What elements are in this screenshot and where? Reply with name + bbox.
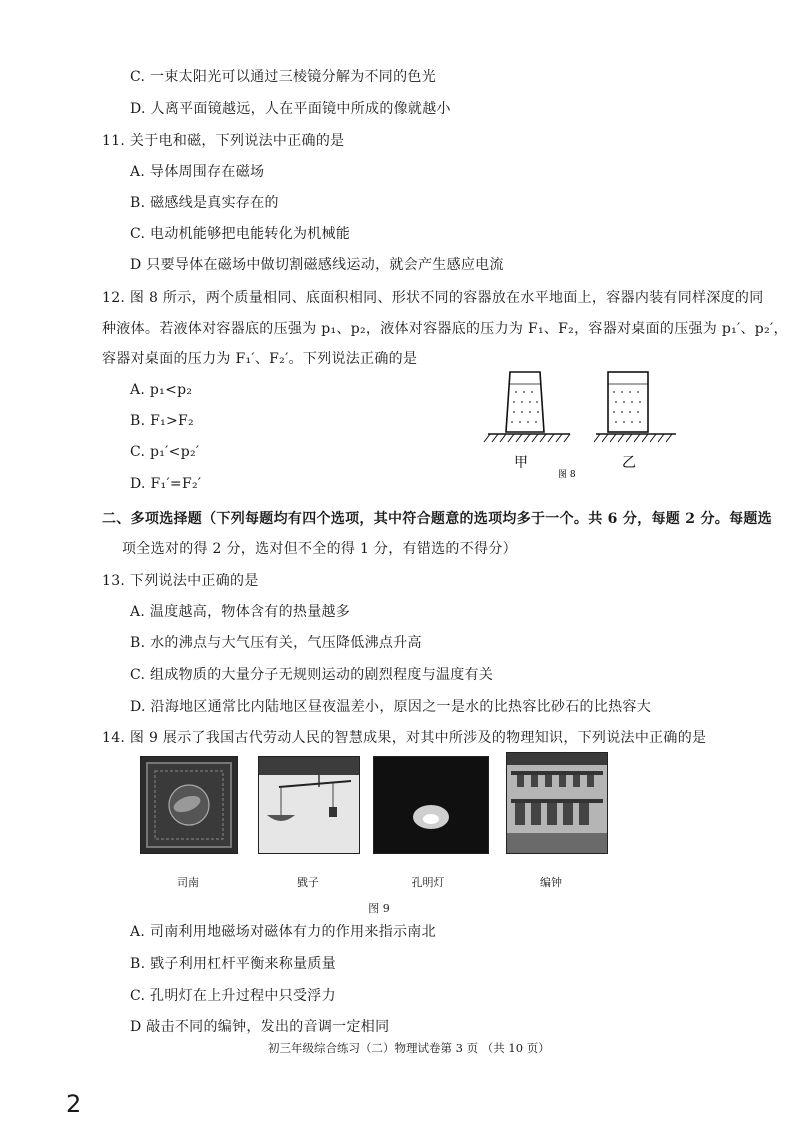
q12-stem-line1: 12. 图 8 所示，两个质量相同、底面积相同、形状不同的容器放在水平地面上，容器内装有同样深度的同	[102, 290, 764, 306]
q12-option-b: B. F₁>F₂	[130, 413, 194, 429]
q11-option-d: D 只要导体在磁场中做切割磁感线运动，就会产生感应电流	[130, 257, 504, 273]
photo-dengzi	[258, 756, 360, 854]
sinan-compass-icon	[141, 757, 237, 853]
page-number: 2	[66, 1090, 82, 1118]
q10-option-c: C. 一束太阳光可以通过三棱镜分解为不同的色光	[130, 69, 437, 85]
container-yi	[608, 372, 648, 432]
fig8-label-yi: 乙	[622, 455, 636, 471]
fig9-caption: 图 9	[368, 902, 390, 915]
dengzi-scale-icon	[259, 757, 359, 853]
fig8-label-jia: 甲	[514, 455, 528, 471]
section-2-heading-line1: 二、多项选择题（下列每题均有四个选项，其中符合题意的选项均多于一个。共 6 分，每题 2 分。每题选	[102, 511, 772, 527]
q14-option-a: A. 司南利用地磁场对磁体有力的作用来指示南北	[130, 924, 436, 940]
q12-stem-line3: 容器对桌面的压力为 F₁′、F₂′。下列说法正确的是	[102, 351, 418, 367]
q13-option-d: D. 沿海地区通常比内陆地区昼夜温差小，原因之一是水的比热容比砂石的比热容大	[130, 699, 652, 715]
q14-option-b: B. 戥子利用杠杆平衡来称量质量	[130, 956, 336, 972]
kongming-lantern-icon	[374, 757, 488, 853]
photo-bianzhong	[506, 752, 608, 854]
q11-option-a: A. 导体周围存在磁场	[130, 164, 265, 180]
bianzhong-bells-icon	[507, 753, 607, 853]
page-footer: 初三年级综合练习（二）物理试卷第 3 页 （共 10 页）	[268, 1041, 550, 1055]
q10-option-d: D. 人离平面镜越远，人在平面镜中所成的像就越小	[130, 101, 451, 117]
q13-option-b: B. 水的沸点与大气压有关，气压降低沸点升高	[130, 635, 422, 651]
container-jia	[506, 372, 544, 432]
q11-stem: 11. 关于电和磁，下列说法中正确的是	[102, 133, 345, 149]
caption-kongming-lantern: 孔明灯	[411, 876, 445, 889]
q14-stem: 14. 图 9 展示了我国古代劳动人民的智慧成果，对其中所涉及的物理知识，下列说法中正确的是	[102, 730, 707, 746]
fig8-caption: 图 8	[558, 470, 576, 480]
photo-kongming-lantern	[373, 756, 489, 854]
q14-option-d: D 敲击不同的编钟，发出的音调一定相同	[130, 1019, 390, 1035]
q12-option-a: A. p₁<p₂	[130, 382, 193, 398]
q12-stem-line2: 种液体。若液体对容器底的压强为 p₁、p₂，液体对容器底的压力为 F₁、F₂，容器对桌面的压强为 p₁′、p₂′，	[102, 321, 788, 337]
q13-stem: 13. 下列说法中正确的是	[102, 573, 259, 589]
q11-option-b: B. 磁感线是真实存在的	[130, 195, 279, 211]
caption-bianzhong: 编钟	[540, 876, 562, 889]
q11-option-c: C. 电动机能够把电能转化为机械能	[130, 226, 351, 242]
section-2-heading-line2: 项全选对的得 2 分，选对但不全的得 1 分，有错选的不得分）	[122, 541, 517, 557]
q12-option-c: C. p₁′<p₂′	[130, 444, 200, 460]
q12-option-d: D. F₁′=F₂′	[130, 476, 202, 492]
q14-option-c: C. 孔明灯在上升过程中只受浮力	[130, 988, 336, 1004]
q13-option-c: C. 组成物质的大量分子无规则运动的剧烈程度与温度有关	[130, 667, 494, 683]
q13-option-a: A. 温度越高，物体含有的热量越多	[130, 604, 351, 620]
caption-sinan: 司南	[177, 876, 199, 889]
figure-8-containers	[480, 362, 690, 484]
photo-sinan	[140, 756, 238, 854]
caption-dengzi: 戥子	[297, 876, 319, 889]
